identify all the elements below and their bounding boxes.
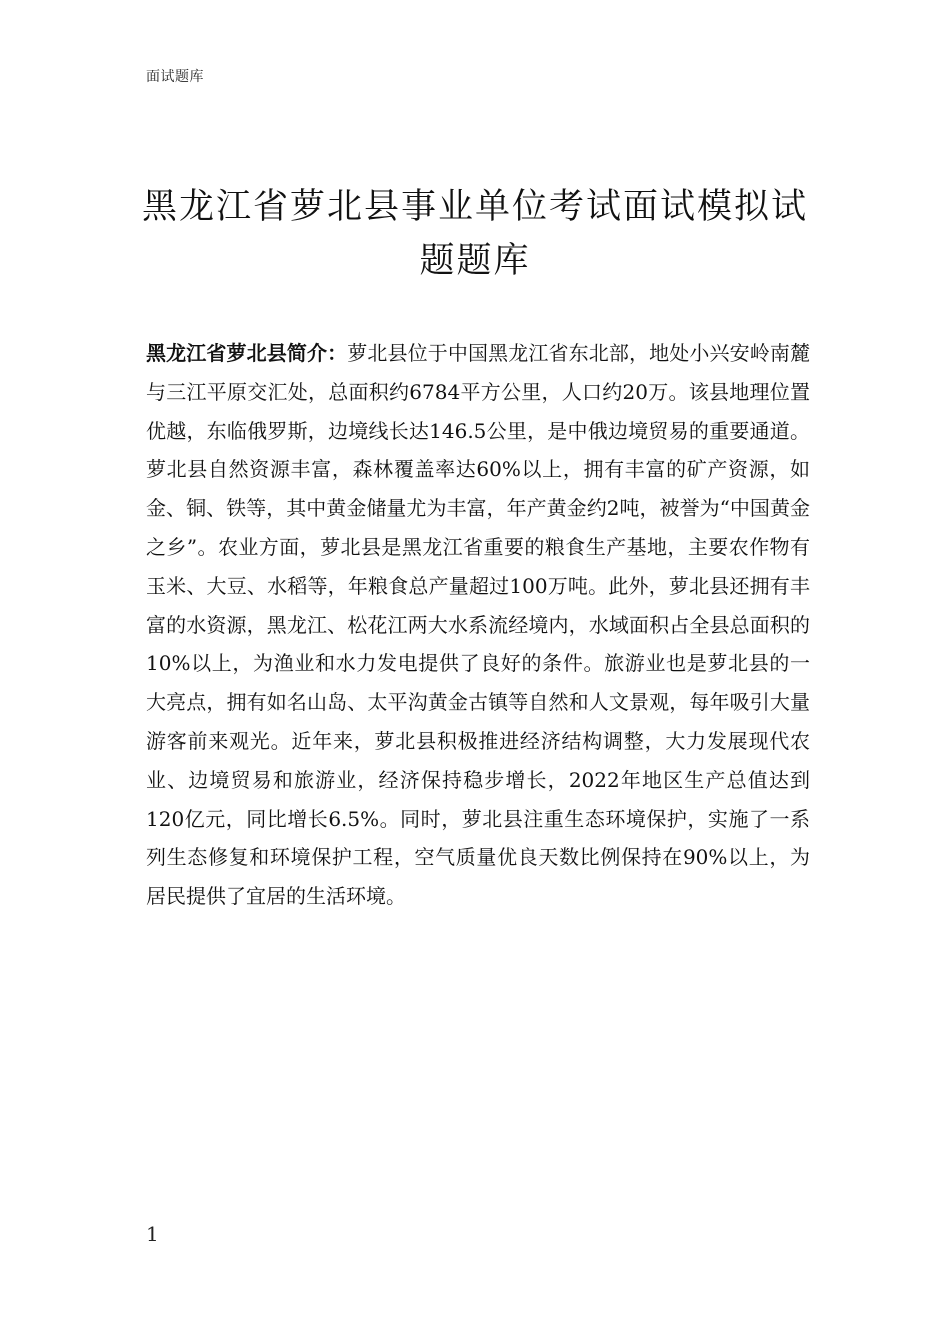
intro-paragraph [146,334,810,916]
intro-text: 萝北县位于中国黑龙江省东北部，地处小兴安岭南麓与三江平原交汇处，总面积约6784平方公里，人口约20万。该县地理位置优越，东临俄罗斯，边境线长达146.5公里，是中俄边境贸易的重要通道。萝北县自然资源丰富，森林覆盖率达60%以上，拥有丰富的矿产资源，如金、铜、铁等，其中黄金储量尤为丰富，年产黄金约2吨，被誉为“中国黄金之乡”。农业方面，萝北县是黑龙江省重要的粮食生产基地，主要农作物有玉米、大豆、水稻等，年粮食总产量超过100万吨。此外，萝北县还拥有丰富的水资源，黑龙江、松花江两大水系流经境内，水域面积占全县总面积的10%以上，为渔业和水力发电提供了良好的条件。旅游业也是萝北县的一大亮点，拥有如名山岛、太平沟黄金古镇等自然和人文景观，每年吸引大量游客前来观光。近年来，萝北县积极推进经济结构调整，大力发展现代农业、边境贸易和旅游业，经济保持稳步增长，2022年地区生产总值达到120亿元，同比增长6.5%。同时，萝北县注重生态环境保护，实施了一系列生态修复和环境保护工程，空气质量优良天数比例保持在90%以上，为居民提供了宜居的生活环境。 [146,341,810,909]
document-title: 黑龙江省萝北县事业单位考试面试模拟试题题库 [141,187,808,281]
intro-label: 黑龙江省萝北县简介： [146,341,348,365]
running-header: 面试题库 [146,69,204,85]
page-number: 1 [146,1222,159,1246]
